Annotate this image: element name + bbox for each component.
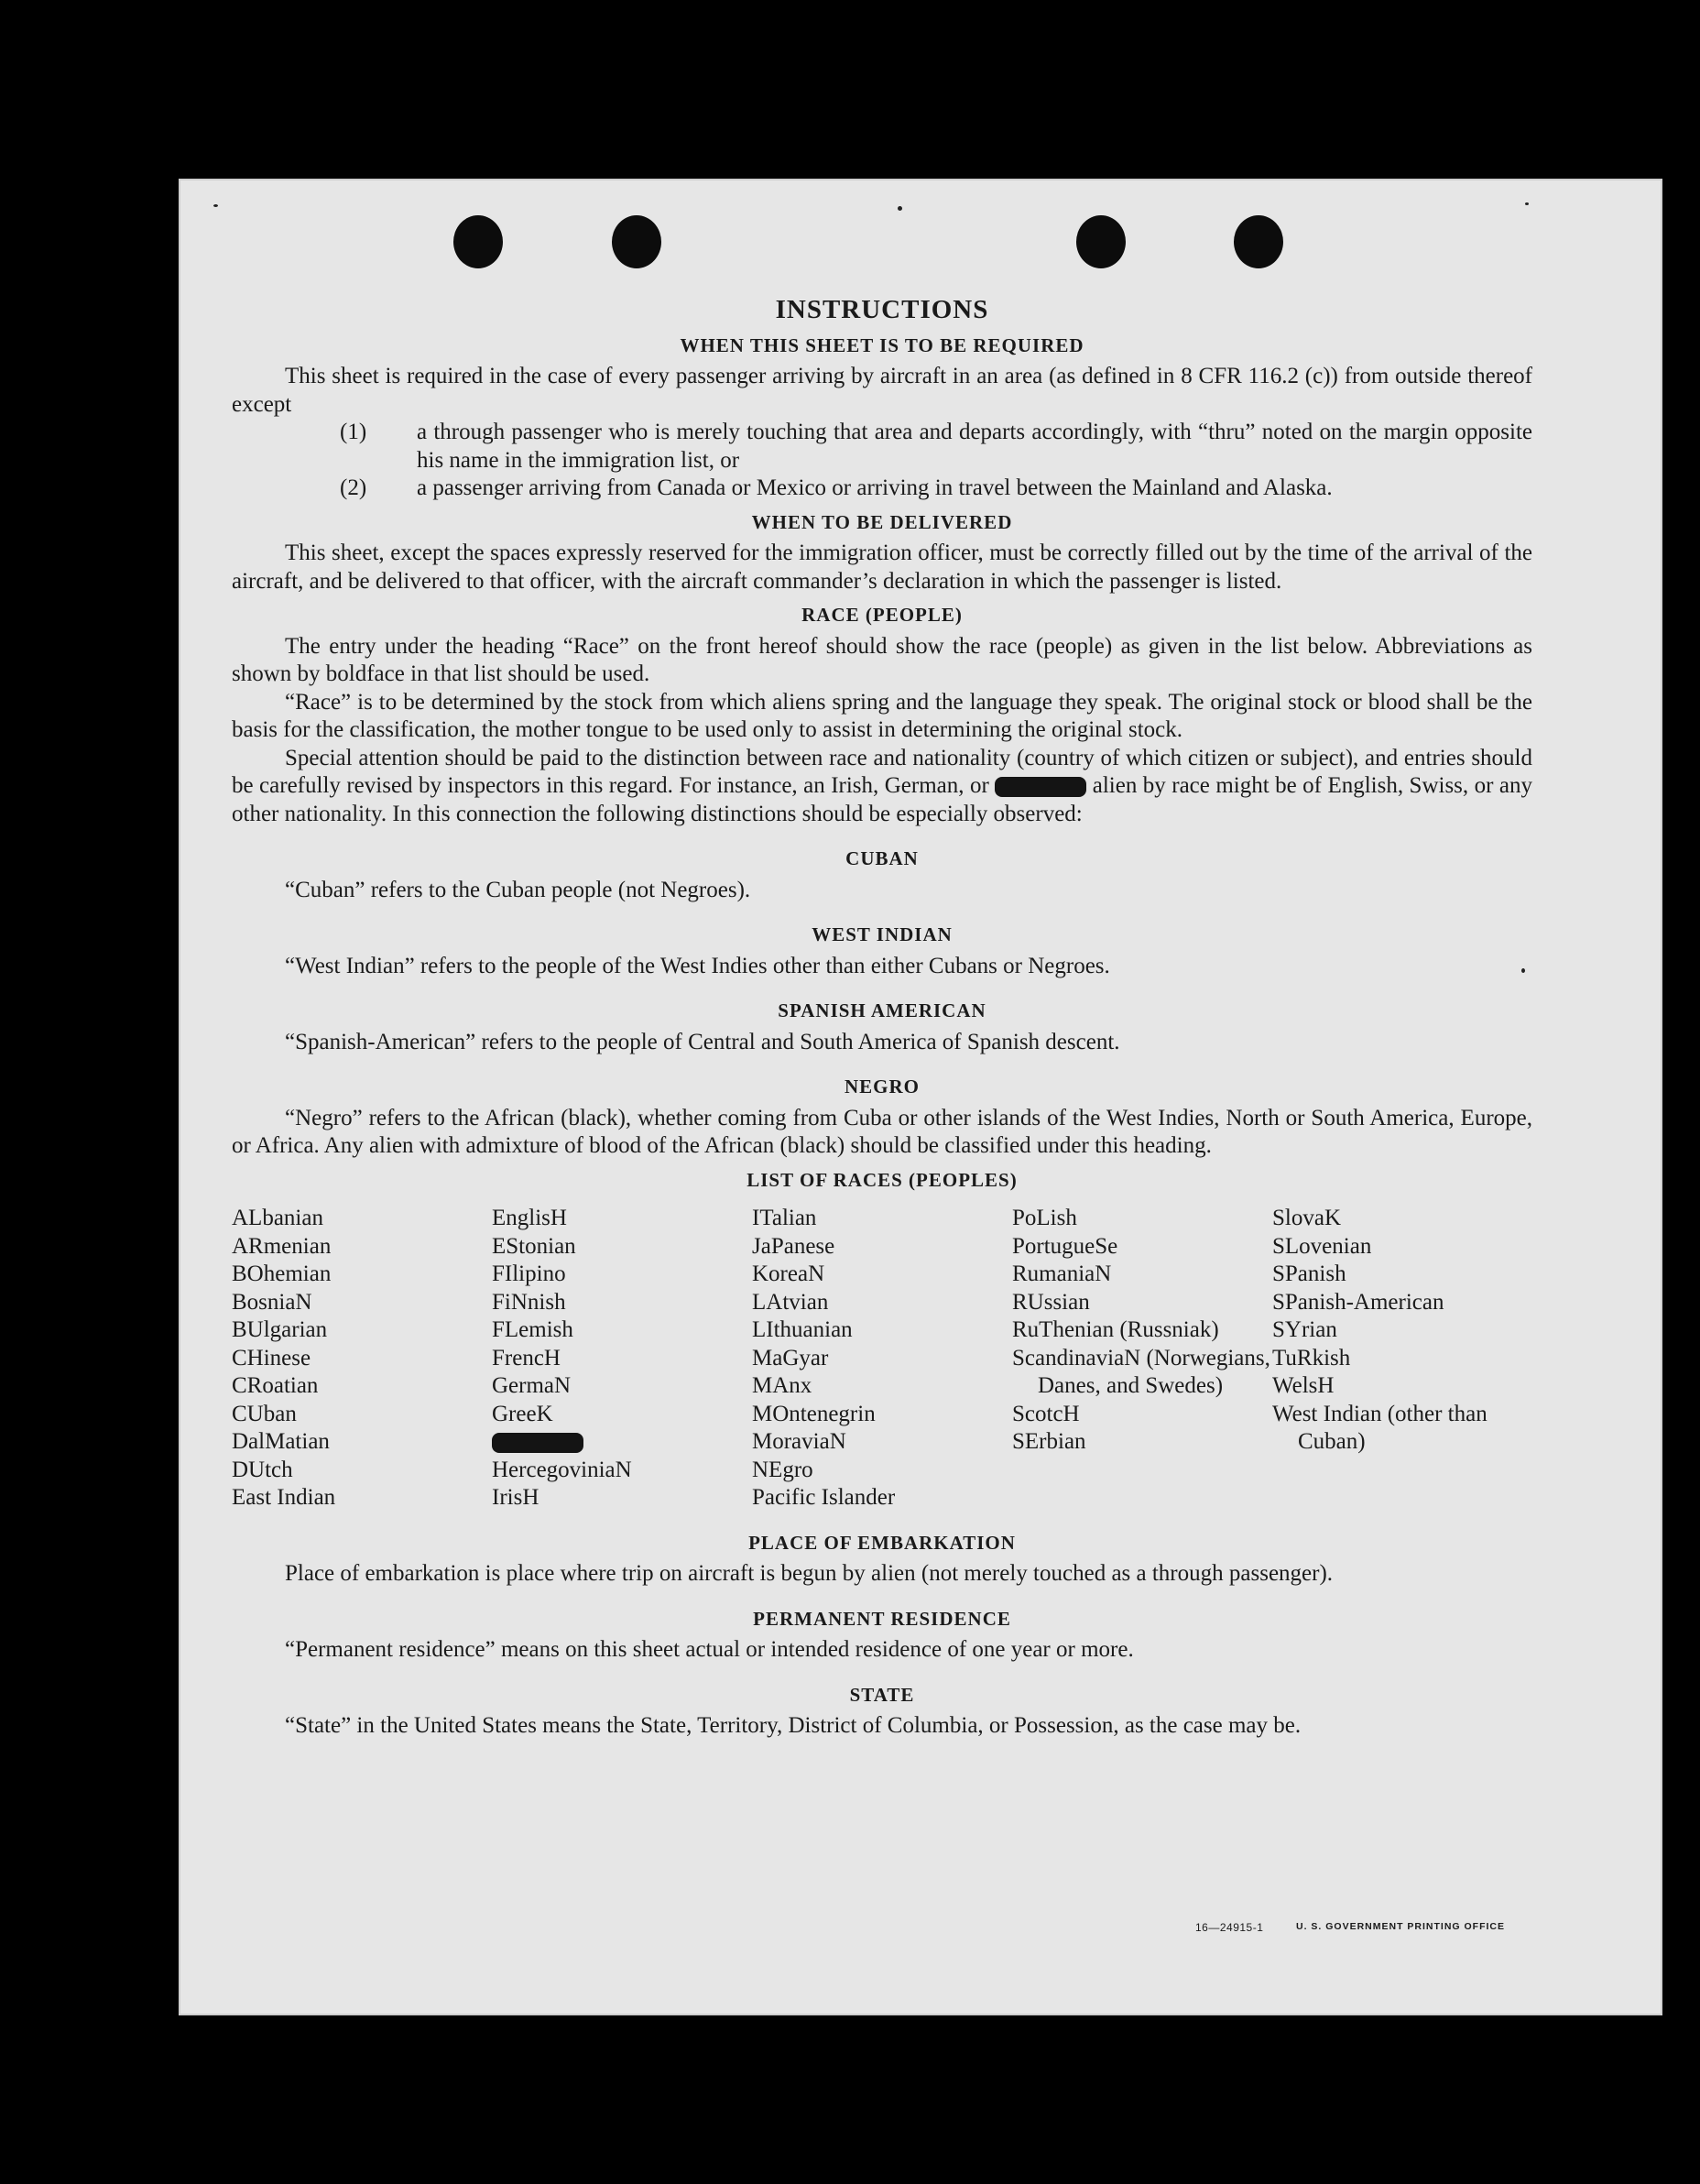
item-number: (2) — [340, 475, 367, 500]
section-heading: PERMANENT RESIDENCE — [753, 1607, 1011, 1630]
section-heading: WHEN TO BE DELIVERED — [751, 510, 1013, 533]
race-entry: SErbian — [1012, 1429, 1086, 1454]
race-column — [752, 1205, 1012, 1512]
race-entry: LIthuanian — [752, 1317, 853, 1342]
scan-speck — [898, 206, 902, 211]
redaction-mark — [995, 777, 1086, 797]
race-entry: CRoatian — [232, 1373, 319, 1398]
race-entry: WelsH — [1272, 1373, 1335, 1398]
section-heading: CUBAN — [845, 847, 919, 869]
printer-imprint: U. S. GOVERNMENT PRINTING OFFICE — [1296, 1921, 1506, 1932]
race-entry: SlovaK — [1272, 1206, 1341, 1230]
race-entry: RUssian — [1012, 1289, 1090, 1315]
race-entry: CHinese — [232, 1345, 311, 1370]
section-heading: RACE (PEOPLE) — [801, 604, 963, 626]
paragraph-part: alien by race might be of English, Swiss, or any other nationality. In this connection the following distinctions should be especially observed: — [232, 773, 1533, 826]
race-entry: BUlgarian — [232, 1317, 328, 1342]
race-column — [492, 1205, 752, 1512]
item-text: a passenger arriving from Canada or Mexico or arriving in travel between the Mainland and Alaska. — [417, 475, 1333, 500]
paragraph-part: Special attention should be paid to the distinction between race and nationality (country of which citizen or subject), and entries should be carefully revised by inspectors in this regard. For instance, an Irish, German, or — [232, 745, 1532, 798]
race-entry: MaGyar — [752, 1345, 829, 1370]
race-entry: HercegoviniaN — [492, 1457, 632, 1482]
instructions-body — [232, 296, 1532, 1741]
race-entry: BosniaN — [232, 1289, 312, 1315]
list-item — [232, 475, 1532, 503]
section-heading: WEST INDIAN — [812, 923, 953, 945]
race-entry: ScandinaviaN (Norwegians, Danes, and Swedes) — [1012, 1345, 1270, 1398]
race-entry: SYrian — [1272, 1317, 1337, 1342]
section-heading: PLACE OF EMBARKATION — [748, 1531, 1016, 1554]
race-entry: DalMatian — [232, 1429, 330, 1454]
paragraph: “State” in the United States means the State, Territory, District of Columbia, or Possession, as the case may be. — [285, 1713, 1302, 1738]
race-entry: PoLish — [1012, 1206, 1077, 1230]
race-entry: SPanish — [1272, 1261, 1346, 1286]
section-heading: WHEN THIS SHEET IS TO BE REQUIRED — [680, 333, 1084, 356]
paragraph: This sheet, except the spaces expressly reserved for the immigration officer, must be correctly filled out by the time of the arrival of the aircraft, and be delivered to that officer, with the aircraft commander’s declaration in which the passenger is listed. — [232, 541, 1532, 594]
race-list — [232, 1205, 1532, 1512]
race-entry: Pacific Islander — [752, 1485, 896, 1510]
paragraph: “Race” is to be determined by the stock from which aliens spring and the language they speak. The original stock or blood shall be the basis for the classification, the mother tongue to be used only to assist in determining the original stock. — [232, 689, 1532, 742]
paragraph: The entry under the heading “Race” on the front hereof should show the race (people) as given in the list below. Abbreviations as shown by boldface in that list should be used. — [232, 633, 1532, 686]
paragraph: This sheet is required in the case of every passenger arriving by aircraft in an area (as defined in 8 CFR 116.2 (c)) from outside thereof except — [232, 364, 1532, 417]
race-entry: LAtvian — [752, 1289, 829, 1315]
scan-speck — [1525, 202, 1529, 205]
race-entry: FrencH — [492, 1345, 561, 1370]
paragraph: “Negro” refers to the African (black), whether coming from Cuba or other islands of the West Indies, North or South America, Europe, or Africa. Any alien with admixture of blood of the African (black) should be classified under this heading. — [232, 1105, 1532, 1158]
paragraph: “Permanent residence” means on this sheet actual or intended residence of one year or more. — [285, 1637, 1134, 1662]
race-entry: DUtch — [232, 1457, 293, 1482]
redaction-mark — [492, 1433, 583, 1453]
race-entry: ALbanian — [232, 1206, 323, 1230]
race-entry: BOhemian — [232, 1261, 332, 1286]
race-entry: PortugueSe — [1012, 1233, 1118, 1259]
race-entry: FIlipino — [492, 1261, 566, 1286]
race-entry: EnglisH — [492, 1206, 567, 1230]
section-heading: STATE — [849, 1683, 915, 1706]
race-entry: KoreaN — [752, 1261, 825, 1286]
race-entry: RumaniaN — [1012, 1261, 1112, 1286]
punch-hole — [453, 215, 503, 268]
item-text: a through passenger who is merely touching that area and departs accordingly, with “thru” noted on the margin opposite his name in the immigration list, or — [417, 420, 1532, 473]
scan-speck — [213, 204, 218, 207]
race-entry: GermaN — [492, 1373, 572, 1398]
race-column — [232, 1205, 492, 1512]
list-item — [232, 419, 1532, 475]
punch-hole — [1076, 215, 1126, 268]
race-entry — [492, 1428, 752, 1457]
race-entry: NEgro — [752, 1457, 813, 1482]
race-entry: RuThenian (Russniak) — [1012, 1317, 1219, 1342]
race-entry: IrisH — [492, 1485, 539, 1510]
form-code: 16—24915-1 — [1195, 1921, 1264, 1934]
race-entry: JaPanese — [752, 1233, 835, 1259]
race-entry: East Indian — [232, 1485, 336, 1510]
page-title: INSTRUCTIONS — [775, 295, 989, 324]
race-entry: ITalian — [752, 1206, 817, 1230]
race-entry: West Indian (other than Cuban) — [1272, 1401, 1488, 1454]
race-entry: EStonian — [492, 1233, 576, 1259]
paragraph: Place of embarkation is place where trip on aircraft is begun by alien (not merely touched as a through passenger). — [285, 1561, 1334, 1586]
paragraph — [232, 745, 1532, 829]
section-heading: LIST OF RACES (PEOPLES) — [746, 1168, 1018, 1191]
race-entry: ScotcH — [1012, 1401, 1080, 1426]
race-entry: MAnx — [752, 1373, 812, 1398]
section-heading: SPANISH AMERICAN — [778, 999, 986, 1021]
race-entry: ARmenian — [232, 1233, 332, 1259]
punch-hole — [612, 215, 661, 268]
race-entry: FiNnish — [492, 1289, 566, 1315]
paragraph: “Spanish-American” refers to the people of Central and South America of Spanish descent. — [285, 1029, 1120, 1054]
section-heading: NEGRO — [844, 1076, 920, 1097]
race-entry: TuRkish — [1272, 1345, 1351, 1370]
race-entry: MOntenegrin — [752, 1401, 876, 1426]
item-number: (1) — [340, 420, 367, 444]
race-entry: GreeK — [492, 1401, 553, 1426]
punch-hole — [1234, 215, 1283, 268]
paragraph: “Cuban” refers to the Cuban people (not Negroes). — [285, 877, 751, 902]
race-column — [1012, 1205, 1272, 1512]
race-entry: FLemish — [492, 1317, 573, 1342]
paragraph: “West Indian” refers to the people of the West Indies other than either Cubans or Negroes. — [285, 953, 1110, 978]
instruction-sheet — [179, 179, 1662, 2015]
race-column — [1272, 1205, 1532, 1512]
race-entry: SLovenian — [1272, 1233, 1372, 1259]
race-entry: MoraviaN — [752, 1429, 846, 1454]
race-entry: SPanish-American — [1272, 1289, 1444, 1315]
race-entry: CUban — [232, 1401, 297, 1426]
